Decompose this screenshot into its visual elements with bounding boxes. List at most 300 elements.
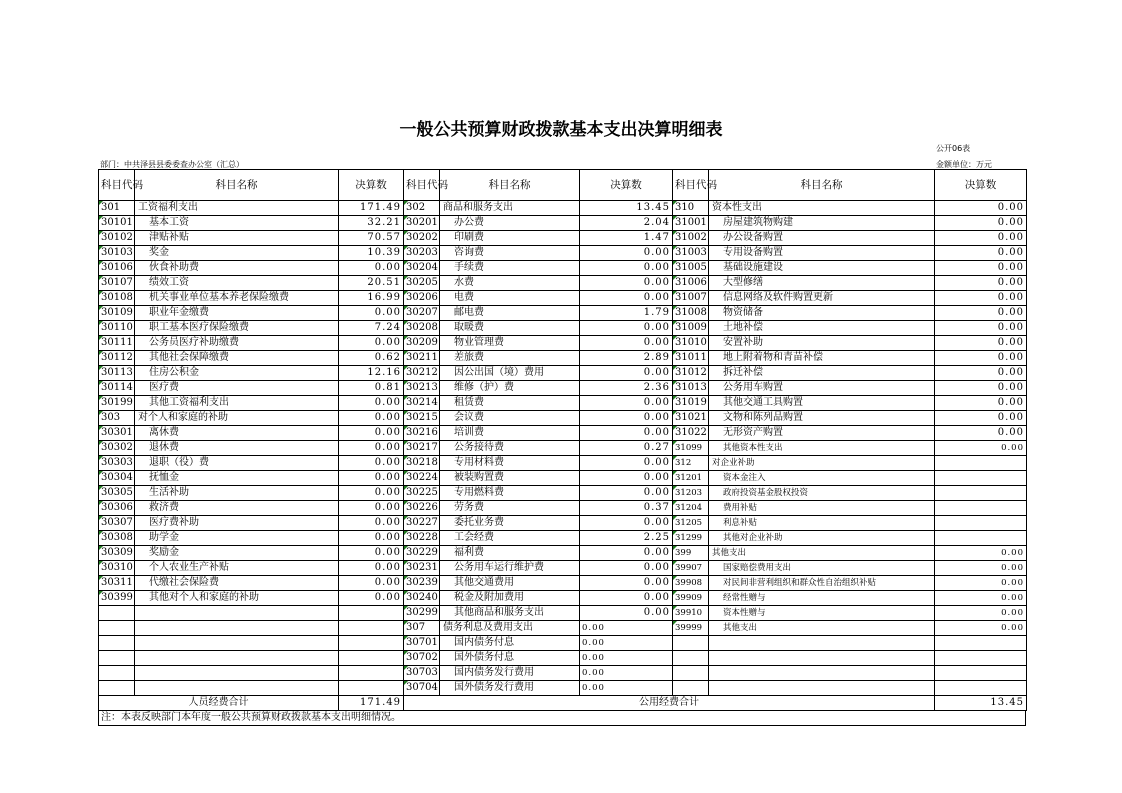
code-cell: 30299 xyxy=(404,606,440,621)
table-row xyxy=(99,591,1027,606)
name-cell: 差旅费 xyxy=(440,351,580,366)
name-cell: 福利费 xyxy=(440,546,580,561)
name-cell: 职工基本医疗保险缴费 xyxy=(135,321,339,336)
amount-cell xyxy=(935,456,1027,471)
code-cell: 30211 xyxy=(404,351,440,366)
amount-cell: 0.00 xyxy=(580,336,673,351)
amount-cell: 20.51 xyxy=(339,276,404,291)
code-cell xyxy=(673,651,709,666)
name-cell: 绩效工资 xyxy=(135,276,339,291)
table-row xyxy=(99,396,1027,411)
code-cell xyxy=(99,681,135,696)
amount-cell: 0.00 xyxy=(935,351,1027,366)
name-cell: 助学金 xyxy=(135,531,339,546)
code-cell: 30311 xyxy=(99,576,135,591)
amount-cell: 0.00 xyxy=(339,531,404,546)
name-cell: 房屋建筑物购建 xyxy=(709,216,935,231)
name-cell: 政府投资基金股权投资 xyxy=(709,486,935,501)
code-cell: 30113 xyxy=(99,366,135,381)
amount-cell xyxy=(339,621,404,636)
code-cell xyxy=(673,681,709,696)
table-row xyxy=(99,651,1027,666)
name-cell: 工资福利支出 xyxy=(135,201,339,216)
table-row xyxy=(99,261,1027,276)
amount-cell: 10.39 xyxy=(339,246,404,261)
unit-label: 金额单位：万元 xyxy=(936,160,992,169)
name-cell: 国外债务付息 xyxy=(440,651,580,666)
name-cell: 退职（役）费 xyxy=(135,456,339,471)
name-cell: 经常性赠与 xyxy=(709,591,935,606)
name-cell: 专用燃料费 xyxy=(440,486,580,501)
name-cell: 津贴补贴 xyxy=(135,231,339,246)
code-cell: 31013 xyxy=(673,381,709,396)
code-cell: 30240 xyxy=(404,591,440,606)
code-cell: 30215 xyxy=(404,411,440,426)
code-cell: 31012 xyxy=(673,366,709,381)
amount-cell: 0.00 xyxy=(935,201,1027,216)
code-cell: 30101 xyxy=(99,216,135,231)
amount-cell: 0.00 xyxy=(339,501,404,516)
code-cell: 30301 xyxy=(99,426,135,441)
code-cell: 39907 xyxy=(673,561,709,576)
amount-cell: 2.25 xyxy=(580,531,673,546)
amount-cell: 0.62 xyxy=(339,351,404,366)
table-row xyxy=(99,621,1027,636)
table-row xyxy=(99,321,1027,336)
amount-cell: 0.00 xyxy=(580,366,673,381)
amount-cell xyxy=(935,516,1027,531)
amount-cell: 0.00 xyxy=(935,291,1027,306)
amount-cell: 0.00 xyxy=(339,336,404,351)
amount-cell: 0.00 xyxy=(580,456,673,471)
amount-cell: 0.00 xyxy=(339,261,404,276)
name-cell: 其他社会保障缴费 xyxy=(135,351,339,366)
code-cell: 30201 xyxy=(404,216,440,231)
code-cell: 312 xyxy=(673,456,709,471)
amount-cell: 0.00 xyxy=(935,621,1027,636)
code-cell: 30226 xyxy=(404,501,440,516)
code-cell: 30701 xyxy=(404,636,440,651)
name-cell: 基础设施建设 xyxy=(709,261,935,276)
amount-cell xyxy=(935,681,1027,696)
name-cell: 机关事业单位基本养老保险缴费 xyxy=(135,291,339,306)
code-cell: 30399 xyxy=(99,591,135,606)
amount-cell: 0.00 xyxy=(935,426,1027,441)
name-cell: 离休费 xyxy=(135,426,339,441)
name-cell: 对企业补助 xyxy=(709,456,935,471)
code-cell: 31009 xyxy=(673,321,709,336)
table-row xyxy=(99,561,1027,576)
amount-cell: 0.00 xyxy=(580,576,673,591)
name-cell xyxy=(135,621,339,636)
table-row xyxy=(99,606,1027,621)
header-amount-2: 决算数 xyxy=(580,170,673,201)
code-cell: 30703 xyxy=(404,666,440,681)
code-cell: 30106 xyxy=(99,261,135,276)
code-cell: 30216 xyxy=(404,426,440,441)
name-cell: 救济费 xyxy=(135,501,339,516)
name-cell: 伙食补助费 xyxy=(135,261,339,276)
table-row xyxy=(99,636,1027,651)
code-cell xyxy=(99,666,135,681)
code-cell: 39910 xyxy=(673,606,709,621)
amount-cell: 0.00 xyxy=(580,471,673,486)
name-cell: 文物和陈列品购置 xyxy=(709,411,935,426)
name-cell: 税金及附加费用 xyxy=(440,591,580,606)
amount-cell xyxy=(935,471,1027,486)
name-cell: 因公出国（境）费用 xyxy=(440,366,580,381)
amount-cell: 0.00 xyxy=(339,576,404,591)
amount-cell: 0.00 xyxy=(935,261,1027,276)
code-cell: 31019 xyxy=(673,396,709,411)
code-cell: 30306 xyxy=(99,501,135,516)
totals-row xyxy=(99,696,1027,711)
table-row xyxy=(99,246,1027,261)
code-cell: 399 xyxy=(673,546,709,561)
table-row xyxy=(99,516,1027,531)
table-row xyxy=(99,501,1027,516)
amount-cell: 0.00 xyxy=(339,516,404,531)
header-code-2: 科目代码 xyxy=(404,170,440,201)
amount-cell: 0.00 xyxy=(580,276,673,291)
expenditure-table xyxy=(98,169,1027,711)
amount-cell: 0.00 xyxy=(935,216,1027,231)
name-cell: 安置补助 xyxy=(709,336,935,351)
code-cell: 31011 xyxy=(673,351,709,366)
code-cell: 30102 xyxy=(99,231,135,246)
code-cell: 30309 xyxy=(99,546,135,561)
amount-cell: 0.00 xyxy=(339,591,404,606)
name-cell: 退休费 xyxy=(135,441,339,456)
code-cell: 302 xyxy=(404,201,440,216)
amount-cell: 1.47 xyxy=(580,231,673,246)
amount-cell: 0.00 xyxy=(339,396,404,411)
name-cell: 商品和服务支出 xyxy=(440,201,580,216)
amount-cell: 0.00 xyxy=(935,231,1027,246)
name-cell: 资本金注入 xyxy=(709,471,935,486)
name-cell: 其他商品和服务支出 xyxy=(440,606,580,621)
table-row xyxy=(99,381,1027,396)
table-note: 注：本表反映部门本年度一般公共预算财政拨款基本支出明细情况。 xyxy=(98,711,1026,726)
name-cell xyxy=(709,651,935,666)
code-cell: 31006 xyxy=(673,276,709,291)
name-cell: 公务接待费 xyxy=(440,441,580,456)
code-cell: 30114 xyxy=(99,381,135,396)
code-cell: 30310 xyxy=(99,561,135,576)
name-cell: 生活补助 xyxy=(135,486,339,501)
table-row xyxy=(99,486,1027,501)
amount-cell: 0.00 xyxy=(580,396,673,411)
amount-cell: 0.00 xyxy=(339,471,404,486)
code-cell: 30199 xyxy=(99,396,135,411)
table-row xyxy=(99,276,1027,291)
code-cell xyxy=(99,606,135,621)
table-row xyxy=(99,426,1027,441)
amount-cell: 13.45 xyxy=(580,201,673,216)
code-cell: 31022 xyxy=(673,426,709,441)
code-cell: 31002 xyxy=(673,231,709,246)
code-cell: 30227 xyxy=(404,516,440,531)
code-cell: 30239 xyxy=(404,576,440,591)
amount-cell: 16.99 xyxy=(339,291,404,306)
amount-cell: 0.27 xyxy=(580,441,673,456)
name-cell: 土地补偿 xyxy=(709,321,935,336)
name-cell: 电费 xyxy=(440,291,580,306)
header-name-1: 科目名称 xyxy=(135,170,339,201)
amount-cell: 1.79 xyxy=(580,306,673,321)
amount-cell: 0.00 xyxy=(935,366,1027,381)
amount-cell: 0.00 xyxy=(580,621,673,636)
table-row xyxy=(99,681,1027,696)
name-cell: 手续费 xyxy=(440,261,580,276)
code-cell: 31201 xyxy=(673,471,709,486)
amount-cell: 0.00 xyxy=(935,591,1027,606)
name-cell xyxy=(135,636,339,651)
amount-cell xyxy=(935,636,1027,651)
code-cell: 30224 xyxy=(404,471,440,486)
table-row xyxy=(99,201,1027,216)
code-cell: 31003 xyxy=(673,246,709,261)
code-cell: 31001 xyxy=(673,216,709,231)
name-cell xyxy=(709,681,935,696)
code-cell: 30217 xyxy=(404,441,440,456)
name-cell: 地上附着物和青苗补偿 xyxy=(709,351,935,366)
table-row xyxy=(99,411,1027,426)
name-cell: 费用补贴 xyxy=(709,501,935,516)
name-cell: 公务用车购置 xyxy=(709,381,935,396)
name-cell: 委托业务费 xyxy=(440,516,580,531)
amount-cell: 0.00 xyxy=(935,336,1027,351)
code-cell: 30308 xyxy=(99,531,135,546)
name-cell: 专用材料费 xyxy=(440,456,580,471)
table-row xyxy=(99,456,1027,471)
name-cell: 其他工资福利支出 xyxy=(135,396,339,411)
amount-cell: 0.00 xyxy=(339,441,404,456)
code-cell xyxy=(99,621,135,636)
name-cell: 其他资本性支出 xyxy=(709,441,935,456)
code-cell: 30218 xyxy=(404,456,440,471)
name-cell: 代缴社会保险费 xyxy=(135,576,339,591)
code-cell: 31008 xyxy=(673,306,709,321)
table-row xyxy=(99,366,1027,381)
code-cell: 310 xyxy=(673,201,709,216)
amount-cell: 0.00 xyxy=(580,636,673,651)
name-cell: 利息补贴 xyxy=(709,516,935,531)
name-cell xyxy=(135,681,339,696)
code-cell: 301 xyxy=(99,201,135,216)
name-cell: 其他支出 xyxy=(709,546,935,561)
table-row xyxy=(99,231,1027,246)
amount-cell: 0.00 xyxy=(935,411,1027,426)
form-code: 公开06表 xyxy=(936,144,971,153)
amount-cell xyxy=(935,486,1027,501)
amount-cell: 0.00 xyxy=(580,321,673,336)
amount-cell xyxy=(935,501,1027,516)
name-cell: 取暖费 xyxy=(440,321,580,336)
page-title: 一般公共预算财政拨款基本支出决算明细表 xyxy=(399,120,723,140)
code-cell: 30704 xyxy=(404,681,440,696)
name-cell: 邮电费 xyxy=(440,306,580,321)
name-cell: 被装购置费 xyxy=(440,471,580,486)
amount-cell: 0.00 xyxy=(935,561,1027,576)
code-cell: 30208 xyxy=(404,321,440,336)
name-cell: 医疗费 xyxy=(135,381,339,396)
amount-cell: 0.00 xyxy=(935,276,1027,291)
header-code-1: 科目代码 xyxy=(99,170,135,201)
table-row xyxy=(99,351,1027,366)
name-cell: 水费 xyxy=(440,276,580,291)
code-cell: 30112 xyxy=(99,351,135,366)
code-cell: 30110 xyxy=(99,321,135,336)
amount-cell: 0.00 xyxy=(580,411,673,426)
code-cell: 31205 xyxy=(673,516,709,531)
amount-cell: 0.00 xyxy=(580,516,673,531)
code-cell: 30213 xyxy=(404,381,440,396)
code-cell: 307 xyxy=(404,621,440,636)
code-cell: 31021 xyxy=(673,411,709,426)
name-cell: 国内债务发行费用 xyxy=(440,666,580,681)
code-cell: 30205 xyxy=(404,276,440,291)
amount-cell xyxy=(339,636,404,651)
code-cell: 39909 xyxy=(673,591,709,606)
name-cell: 拆迁补偿 xyxy=(709,366,935,381)
amount-cell xyxy=(339,606,404,621)
amount-cell: 0.00 xyxy=(339,306,404,321)
amount-cell: 0.37 xyxy=(580,501,673,516)
amount-cell: 2.36 xyxy=(580,381,673,396)
amount-cell: 0.00 xyxy=(580,261,673,276)
amount-cell: 0.00 xyxy=(580,651,673,666)
name-cell: 其他交通工具购置 xyxy=(709,396,935,411)
amount-cell: 0.00 xyxy=(580,486,673,501)
table-row xyxy=(99,666,1027,681)
code-cell: 31010 xyxy=(673,336,709,351)
code-cell: 30209 xyxy=(404,336,440,351)
name-cell: 奖励金 xyxy=(135,546,339,561)
amount-cell: 0.00 xyxy=(935,546,1027,561)
name-cell: 债务利息及费用支出 xyxy=(440,621,580,636)
department-label: 部门：中共泽县县委委查办公室（汇总） xyxy=(100,160,244,169)
table-row xyxy=(99,306,1027,321)
name-cell: 国外债务发行费用 xyxy=(440,681,580,696)
amount-cell xyxy=(339,666,404,681)
name-cell xyxy=(135,666,339,681)
amount-cell xyxy=(339,651,404,666)
code-cell: 31005 xyxy=(673,261,709,276)
code-cell: 31099 xyxy=(673,441,709,456)
name-cell: 物业管理费 xyxy=(440,336,580,351)
name-cell: 其他交通费用 xyxy=(440,576,580,591)
code-cell: 30111 xyxy=(99,336,135,351)
code-cell: 30225 xyxy=(404,486,440,501)
name-cell: 劳务费 xyxy=(440,501,580,516)
code-cell: 30214 xyxy=(404,396,440,411)
name-cell: 大型修缮 xyxy=(709,276,935,291)
code-cell: 39908 xyxy=(673,576,709,591)
code-cell: 30307 xyxy=(99,516,135,531)
amount-cell: 0.00 xyxy=(935,576,1027,591)
name-cell: 办公费 xyxy=(440,216,580,231)
name-cell: 物资储备 xyxy=(709,306,935,321)
name-cell: 国家赔偿费用支出 xyxy=(709,561,935,576)
table-row xyxy=(99,441,1027,456)
amount-cell: 0.00 xyxy=(339,546,404,561)
code-cell: 30202 xyxy=(404,231,440,246)
amount-cell: 0.00 xyxy=(580,681,673,696)
amount-cell: 70.57 xyxy=(339,231,404,246)
code-cell: 30207 xyxy=(404,306,440,321)
amount-cell: 0.00 xyxy=(935,441,1027,456)
code-cell: 30228 xyxy=(404,531,440,546)
name-cell xyxy=(135,651,339,666)
name-cell: 专用设备购置 xyxy=(709,246,935,261)
header-amount-3: 决算数 xyxy=(935,170,1027,201)
amount-cell: 0.00 xyxy=(580,606,673,621)
name-cell: 对民间非营利组织和群众性自治组织补贴 xyxy=(709,576,935,591)
amount-cell: 0.00 xyxy=(580,666,673,681)
amount-cell xyxy=(935,531,1027,546)
amount-cell: 0.00 xyxy=(580,426,673,441)
code-cell: 30231 xyxy=(404,561,440,576)
code-cell: 39999 xyxy=(673,621,709,636)
name-cell: 资本性支出 xyxy=(709,201,935,216)
code-cell: 30107 xyxy=(99,276,135,291)
name-cell: 基本工资 xyxy=(135,216,339,231)
amount-cell: 0.00 xyxy=(935,246,1027,261)
amount-cell: 2.04 xyxy=(580,216,673,231)
name-cell: 住房公积金 xyxy=(135,366,339,381)
table-row xyxy=(99,471,1027,486)
name-cell: 会议费 xyxy=(440,411,580,426)
amount-cell: 0.00 xyxy=(339,456,404,471)
name-cell: 对个人和家庭的补助 xyxy=(135,411,339,426)
header-code-3: 科目代码 xyxy=(673,170,709,201)
code-cell: 30203 xyxy=(404,246,440,261)
public-total-value: 13.45 xyxy=(935,696,1027,711)
amount-cell xyxy=(935,666,1027,681)
code-cell xyxy=(673,636,709,651)
amount-cell: 0.00 xyxy=(339,561,404,576)
code-cell: 31203 xyxy=(673,486,709,501)
amount-cell: 32.21 xyxy=(339,216,404,231)
code-cell: 303 xyxy=(99,411,135,426)
name-cell: 公务员医疗补助缴费 xyxy=(135,336,339,351)
name-cell: 信息网络及软件购置更新 xyxy=(709,291,935,306)
name-cell: 咨询费 xyxy=(440,246,580,261)
name-cell: 抚恤金 xyxy=(135,471,339,486)
name-cell: 职业年金缴费 xyxy=(135,306,339,321)
header-name-2: 科目名称 xyxy=(440,170,580,201)
public-total-label: 公用经费合计 xyxy=(404,696,935,711)
code-cell: 31007 xyxy=(673,291,709,306)
code-cell: 31204 xyxy=(673,501,709,516)
name-cell: 印刷费 xyxy=(440,231,580,246)
name-cell xyxy=(709,666,935,681)
table-row xyxy=(99,531,1027,546)
name-cell: 办公设备购置 xyxy=(709,231,935,246)
amount-cell: 0.00 xyxy=(935,321,1027,336)
code-cell: 31299 xyxy=(673,531,709,546)
amount-cell: 0.00 xyxy=(339,411,404,426)
code-cell: 30302 xyxy=(99,441,135,456)
code-cell: 30206 xyxy=(404,291,440,306)
name-cell: 奖金 xyxy=(135,246,339,261)
amount-cell: 171.49 xyxy=(339,201,404,216)
name-cell: 公务用车运行维护费 xyxy=(440,561,580,576)
amount-cell: 0.00 xyxy=(339,486,404,501)
name-cell: 培训费 xyxy=(440,426,580,441)
name-cell: 医疗费补助 xyxy=(135,516,339,531)
